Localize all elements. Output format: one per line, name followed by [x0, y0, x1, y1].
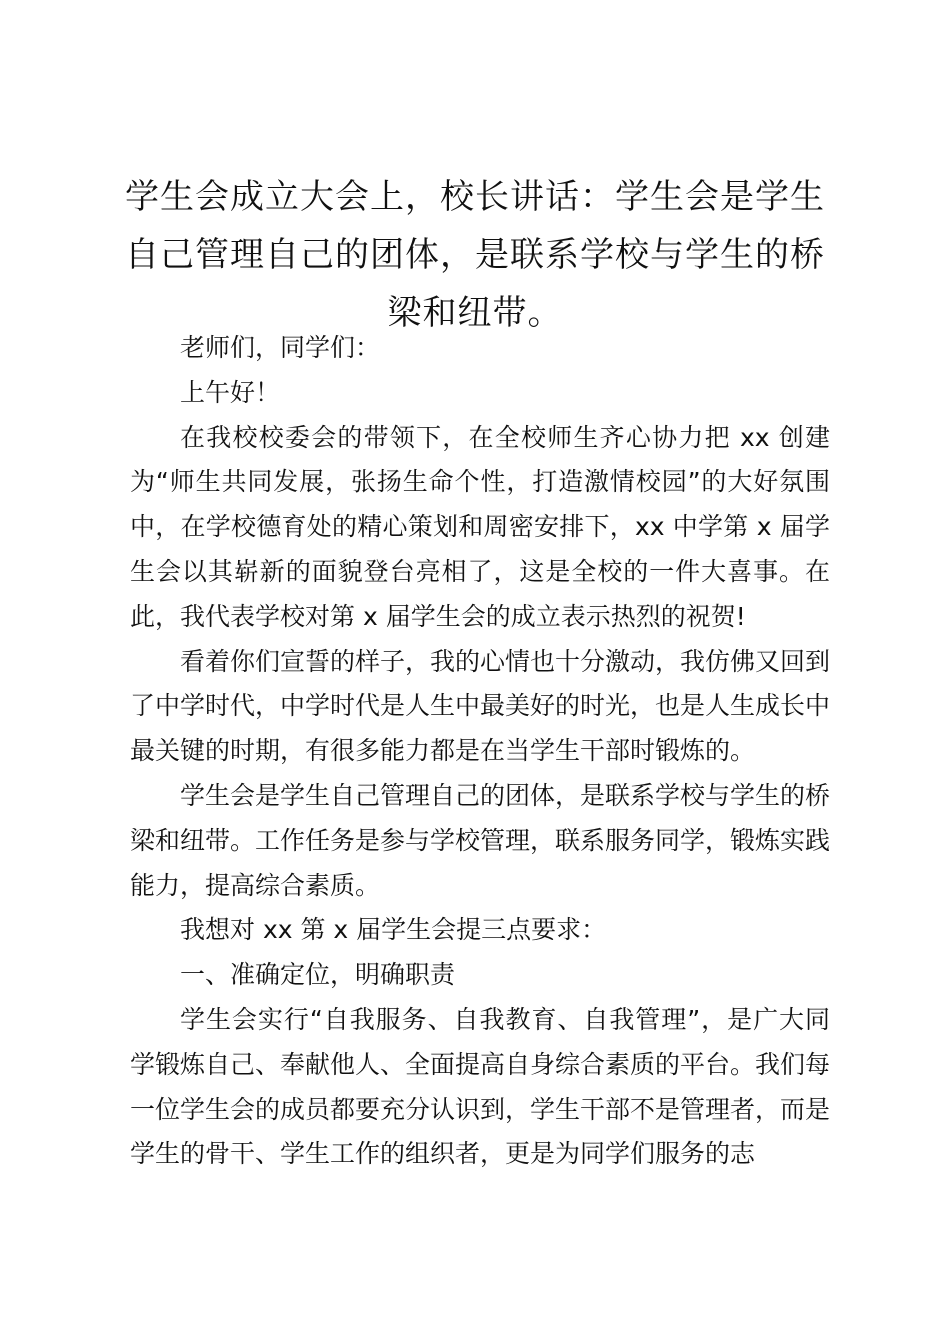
body-paragraph: 看着你们宣誓的样子，我的心情也十分激动，我仿佛又回到了中学时代，中学时代是人生中最美好的时光，也是人生成长中最关键的时期，有很多能力都是在当学生干部时锻炼的。: [130, 646, 831, 766]
section-heading: 一、准确定位，明确职责: [180, 960, 456, 990]
body-paragraph: 学生会实行“自我服务、自我教育、自我管理”，是广大同学锻炼自己、奉献他人、全面提高自身综合素质的平台。我们每一位学生会的成员都要充分认识到，学生干部不是管理者，而是学生的骨干、学生工作的组织者，更是为同学们服务的志: [130, 1004, 831, 1169]
salutation: 老师们，同学们：: [180, 333, 381, 362]
body-paragraph: 我想对 xx 第 x 届学生会提三点要求：: [180, 915, 607, 945]
document-body: [130, 326, 830, 1177]
body-paragraph: 学生会是学生自己管理自己的团体，是联系学校与学生的桥梁和纽带。工作任务是参与学校管理，联系服务同学，锻炼实践能力，提高综合素质。: [130, 780, 831, 900]
greeting: 上午好！: [180, 377, 281, 407]
body-paragraph: 在我校校委会的带领下，在全校师生齐心协力把 xx 创建为“师生共同发展，张扬生命个性，打造激情校园”的大好氛围中，在学校德育处的精心策划和周密安排下，xx 中学第 x 届学生会以其崭新的面貌登台亮相了，这是全校的一件大喜事。在此，我代表学校对第 x 届学生会的成立表示热烈的祝贺!: [130, 422, 830, 631]
document-title: 学生会成立大会上，校长讲话：学生会是学生自己管理自己的团体，是联系学校与学生的桥梁和纽带。: [125, 177, 825, 333]
